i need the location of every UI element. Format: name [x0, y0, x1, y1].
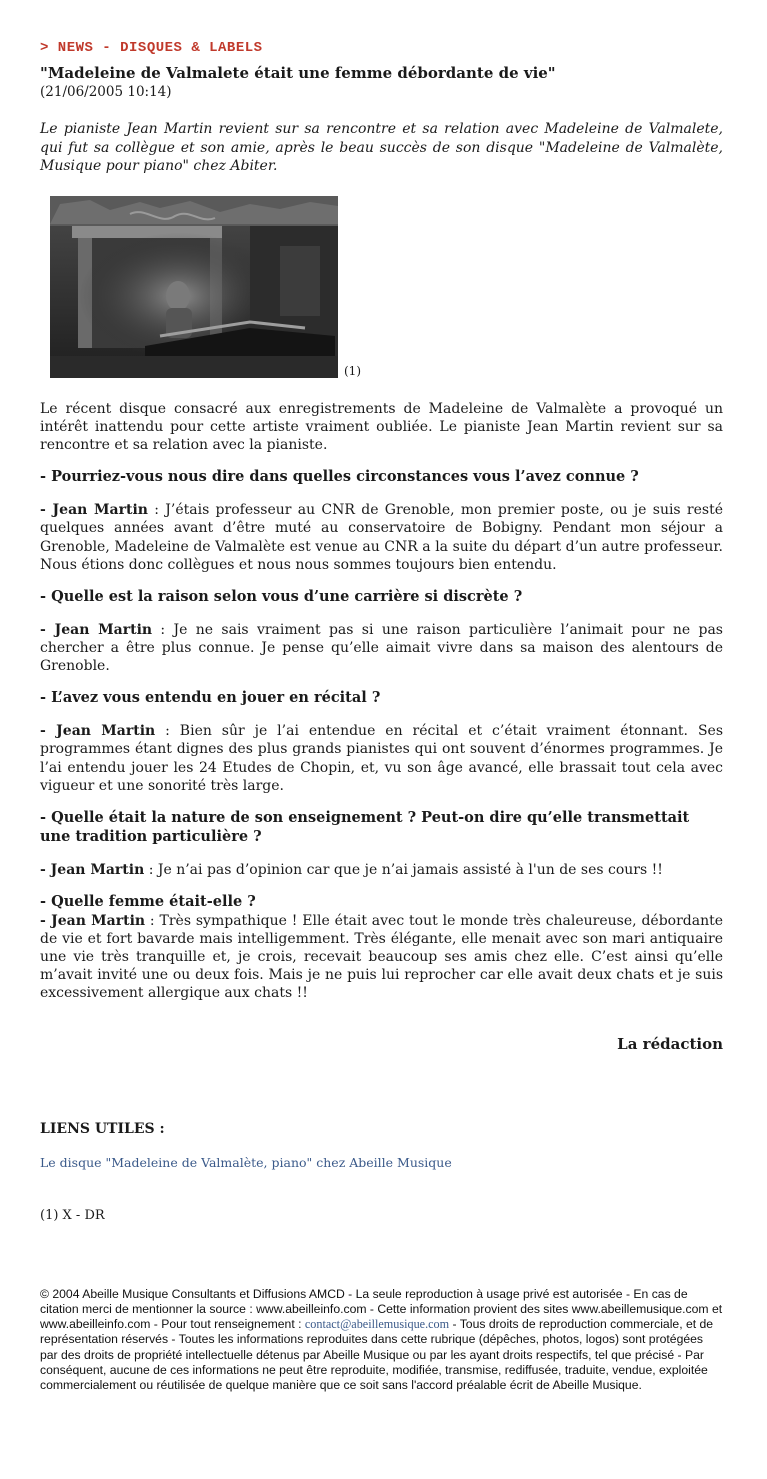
piano-photo [50, 196, 338, 378]
question-2: - Quelle est la raison selon vous d’une carrière si discrète ? [40, 587, 523, 605]
answer-3: - Jean Martin : Bien sûr je l’ai entendue en récital et c’était vraiment étonnant. Ses programmes étant dignes des plus grands pianistes qui ont souvent d’énormes programmes. Je l’ai entendu jouer les 24 Etudes de Chopin, et, vu son âge avancé, elle brassait tout cela avec vigueur et une sonorité très large. [40, 723, 724, 794]
section-breadcrumb[interactable]: > NEWS - DISQUES & LABELS [40, 40, 263, 56]
signature: La rédaction [617, 1034, 723, 1053]
answer-4: - Jean Martin : Je n’ai pas d’opinion car que je n’ai jamais assisté à l'un de ses cours !! [40, 861, 663, 878]
speaker-label: - Jean Martin [40, 621, 153, 638]
answer-2: - Jean Martin : Je ne sais vraiment pas si une raison particulière l’animait pour ne pas chercher a être plus connue. Je pense qu’elle aimait vivre dans sa maison des alentours de Grenoble. [40, 621, 723, 675]
article-page [40, 40, 723, 1393]
speaker-label: - Jean Martin [40, 502, 148, 519]
photo-caption: (1) [344, 363, 361, 378]
question-1: - Pourriez-vous nous dire dans quelles circonstances vous l’avez connue ? [40, 468, 639, 486]
footer-text-rest: - Tous droits de reproduction commerciale, et de représentation réservés - Toutes les informations reproduites dans cette rubrique (dépêches, photos, logos) sont protégées par des droits de propriété intellectuelle détenus par Abeille Musique ou par les ayant droits respectifs, tel que précisé - Par conséquent, aucune de ces informations ne peut être reproduite, modifiée, transmise, rediffusée, traduite, vendue, exploitée commercialement ou réutilisée de quelque manière que ce soit sans l'accord préalable écrit de Abeille Musique. [40, 1317, 714, 1393]
album-link[interactable]: Le disque "Madeleine de Valmalète, piano" chez Abeille Musique [40, 1154, 452, 1170]
links-heading: LIENS UTILES : [40, 1120, 165, 1137]
footer-text: © 2004 Abeille Musique Consultants et Diffusions AMCD - La seule reproduction à usage privé est autorisée - En cas de citation merci de mentionner la source : www.abeilleinfo.com - Cette information provient des sites www.abeillemusique.com et www.abeilleinfo.com - Pour tout renseignement : [40, 1286, 723, 1332]
question-5: - Quelle femme était-elle ? [40, 892, 256, 910]
question-4: - Quelle était la nature de son enseignement ? Peut-on dire qu’elle transmettait une tradition particulière ? [40, 808, 690, 845]
speaker-label: - Jean Martin [40, 912, 146, 929]
answer-5: - Jean Martin : Très sympathique ! Elle était avec tout le monde très chaleureuse, débordante de vie et fort bavarde mais intelligemment. Très élégante, elle menait avec son mari antiquaire une vie très tranquille et, je crois, recevait beaucoup ses amis chez elle. C’est ainsi qu’elle m’avait invité une ou deux fois. Mais je ne puis lui reprocher car elle avait deux chats et je suis excessivement allergique aux chats !! [40, 912, 724, 1002]
photo-credit: (1) X - DR [40, 1207, 105, 1223]
article-intro: Le récent disque consacré aux enregistrements de Madeleine de Valmalète a provoqué un intérêt inattendu pour cette artiste vraiment oubliée. Le pianiste Jean Martin revient sur sa rencontre et sa relation avec la pianiste. [40, 400, 723, 454]
speaker-label: - Jean Martin [40, 861, 145, 878]
article-title: "Madeleine de Valmalete était une femme débordante de vie" [40, 64, 556, 82]
contact-email-link[interactable]: contact@abeillemusique.com [304, 1317, 450, 1332]
article-date: (21/06/2005 10:14) [40, 84, 172, 100]
question-3: - L’avez vous entendu en jouer en récital ? [40, 689, 381, 707]
copyright-footer [40, 1287, 723, 1394]
speaker-label: - Jean Martin [40, 723, 156, 740]
article-lead: Le pianiste Jean Martin revient sur sa rencontre et sa relation avec Madeleine de Valmalete, qui fut sa collègue et son amie, après le beau succès de son disque "Madeleine de Valmalète, Musique pour piano" chez Abiter. [40, 121, 723, 175]
photo-block [50, 196, 723, 378]
answer-1: - Jean Martin : J’étais professeur au CNR de Grenoble, mon premier poste, ou je suis resté quelques années avant d’être muté au conservatoire de Bobigny. Pendant mon séjour a Grenoble, Madeleine de Valmalète est venue au CNR a la suite du départ d’un autre professeur. Nous étions donc collègues et nous nous sommes toujours bien entendu. [40, 502, 723, 573]
